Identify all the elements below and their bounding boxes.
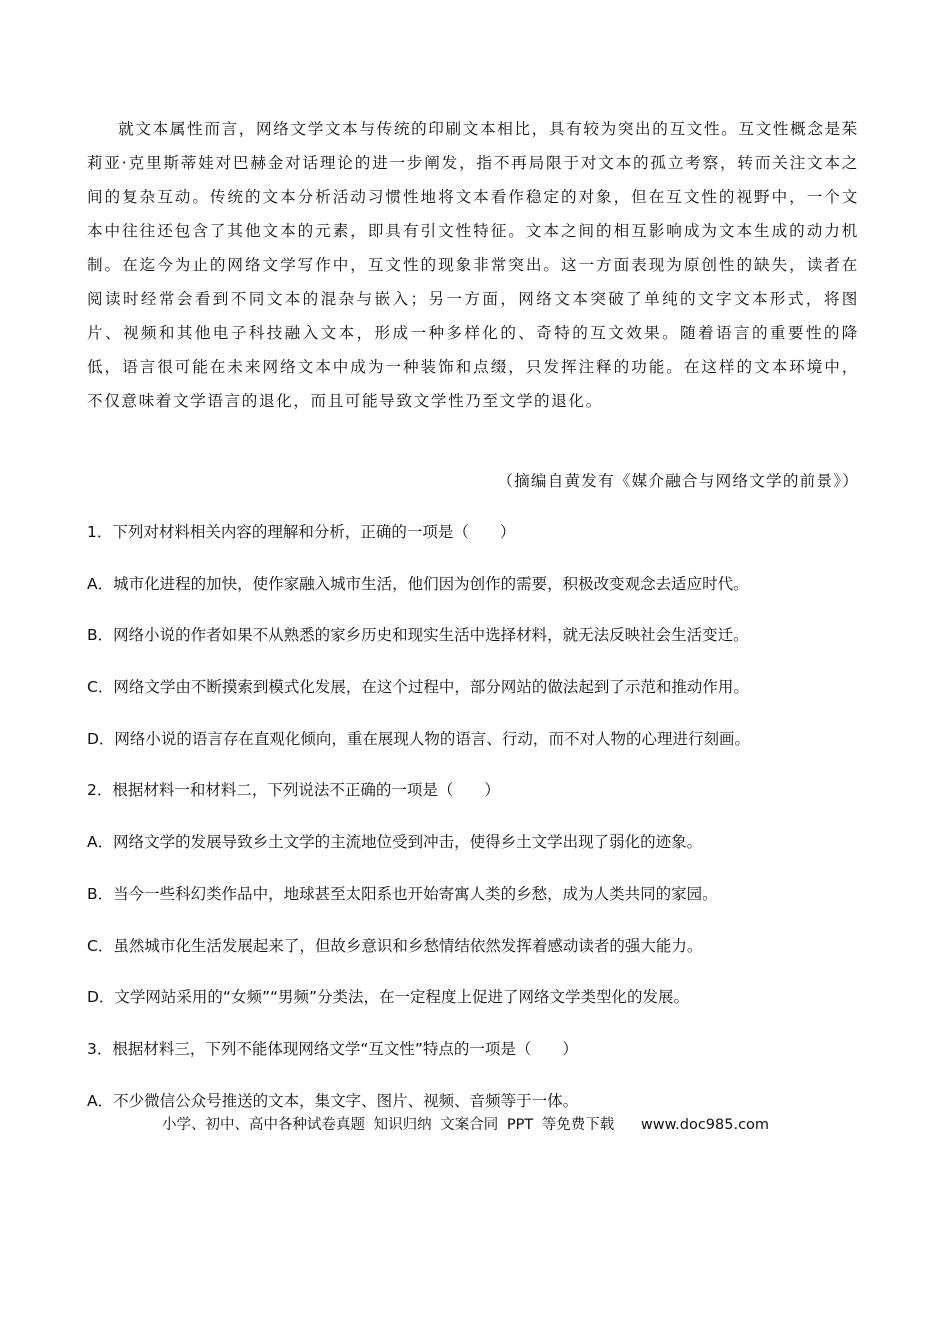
question-stem: 3．根据材料三，下列不能体现网络文学“互文性”特点的一项是（ ） xyxy=(87,1039,578,1058)
passage-paragraph: 就文本属性而言，网络文学文本与传统的印刷文本相比，具有较为突出的互文性。互文性概念是茱莉亚·克里斯蒂娃对巴赫金对话理论的进一步阐发，指不再局限于对文本的孤立考察，转而关注文本之间的复杂互动。传统的文本分析活动习惯性地将文本看作稳定的对象，但在互文性的视野中，一个文本中往往还包含了其他文本的元素，即具有引文性特征。文本之间的相互影响成为文本生成的动力机制。在迄今为止的网络文学写作中，互文性的现象非常突出。这一方面表现为原创性的缺失，读者在阅读时经常会看到不同文本的混杂与嵌入；另一方面，网络文本突破了单纯的文字文本形式，将图片、视频和其他电子科技融入文本，形成一种多样化的、奇特的互文效果。随着语言的重要性的降低，语言很可能在未来网络文本中成为一种装饰和点缀，只发挥注释的功能。在这样的文本环境中，不仅意味着文学语言的退化，而且可能导致文学性乃至文学的退化。 xyxy=(87,120,859,410)
question-2 xyxy=(87,775,867,1033)
option-b: B．当今一些科幻类作品中，地球甚至太阳系也开始寄寓人类的乡愁，成为人类共同的家园。 xyxy=(87,884,718,903)
option-a: A．网络文学的发展导致乡土文学的主流地位受到冲击，使得乡土文学出现了弱化的迹象。 xyxy=(87,833,703,852)
option-a: A．城市化进程的加快，使作家融入城市生活，他们因为创作的需要，积极改变观念去适应时代。 xyxy=(87,574,749,593)
option-c: C．网络文学由不断摸索到模式化发展，在这个过程中，部分网站的做法起到了示范和推动作用。 xyxy=(87,678,749,697)
footer-text: 小学、初中、高中各种试卷真题 知识归纳 文案合同 PPT 等免费下载 xyxy=(162,1117,615,1133)
page-footer xyxy=(162,1113,769,1137)
option-d: D．文学网站采用的“女频”“男频”分类法，在一定程度上促进了网络文学类型化的发展。 xyxy=(87,988,690,1007)
question-list xyxy=(87,517,867,1137)
question-stem: 2．根据材料一和材料二，下列说法不正确的一项是（ ） xyxy=(87,781,500,800)
passage-source: （摘编自黄发有《媒介融合与网络文学的前景》） xyxy=(497,472,859,490)
question-stem: 1．下列对材料相关内容的理解和分析，正确的一项是（ ） xyxy=(87,523,516,541)
question-1 xyxy=(87,517,867,775)
footer-link[interactable]: www.doc985.com xyxy=(640,1117,770,1133)
option-d: D．网络小说的语言存在直观化倾向，重在展现人物的语言、行动，而不对人物的心理进行刻画。 xyxy=(87,729,750,748)
option-b: B．网络小说的作者如果不从熟悉的家乡历史和现实生活中选择材料，就无法反映社会生活变迁。 xyxy=(87,626,749,645)
option-a: A．不少微信公众号推送的文本，集文字、图片、视频、音频等于一体。 xyxy=(87,1091,579,1110)
option-c: C．虽然城市化生活发展起来了，但故乡意识和乡愁情结依然发挥着感动读者的强大能力。 xyxy=(87,936,703,955)
